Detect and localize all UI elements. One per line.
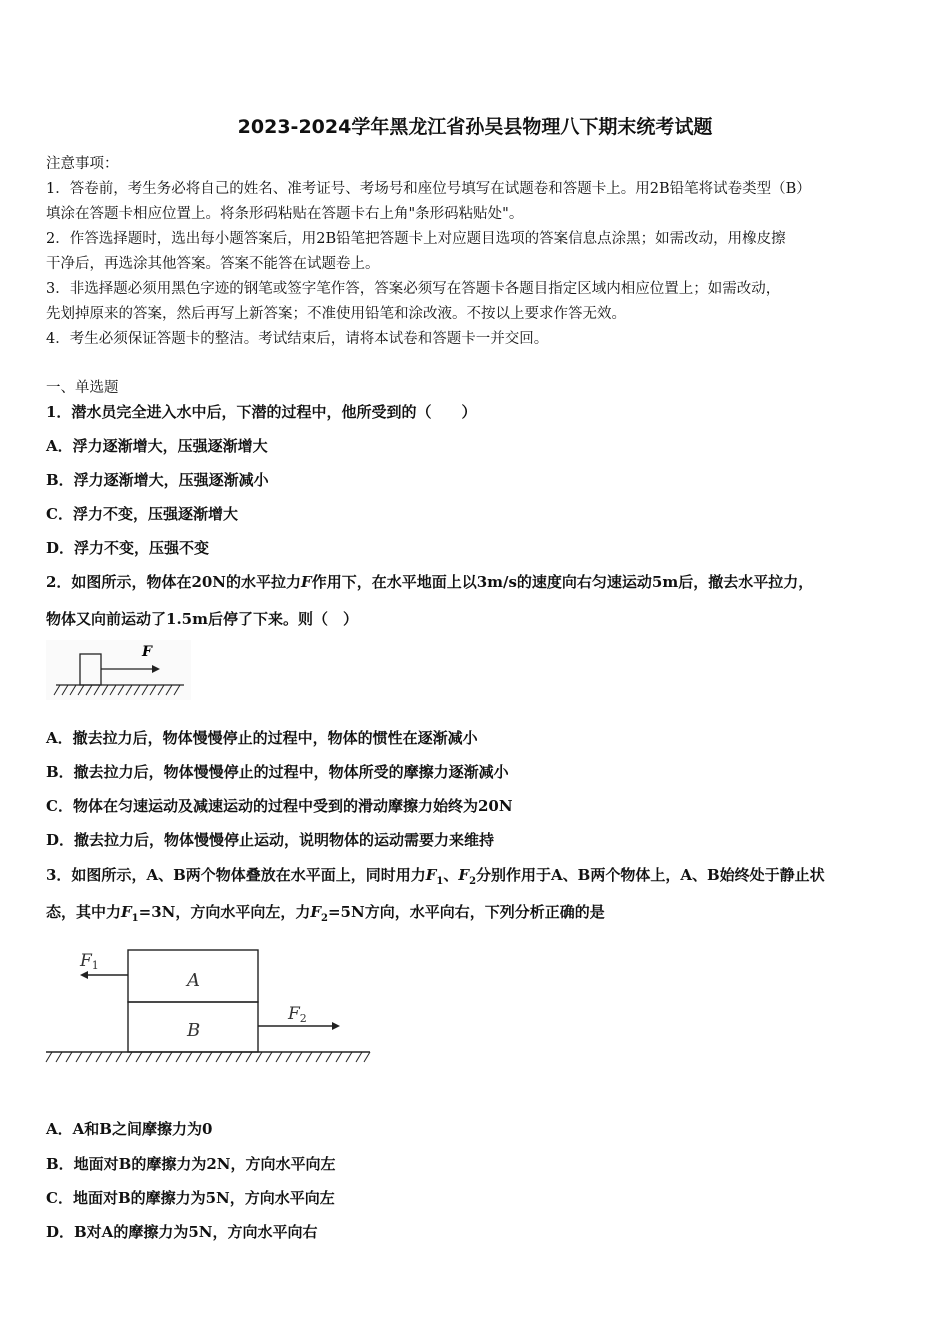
q2-force-diagram xyxy=(46,640,191,700)
force-label: F xyxy=(142,644,152,660)
q2-option-b: B．撤去拉力后，物体慢慢停止的过程中，物体所受的摩擦力逐渐减小 xyxy=(46,763,509,781)
q1-option-b: B．浮力逐渐增大，压强逐渐减小 xyxy=(46,471,269,489)
section-heading: 一、单选题 xyxy=(46,380,119,396)
q3-option-a: A．A和B之间摩擦力为0 xyxy=(46,1120,213,1138)
force-f2-arrowhead xyxy=(332,1022,340,1030)
notice-line: 干净后，再选涂其他答案。答案不能答在试题卷上。 xyxy=(46,256,380,272)
q1-option-c: C．浮力不变，压强逐渐增大 xyxy=(46,505,238,523)
q3-stacked-blocks-diagram xyxy=(44,944,374,1069)
notice-line: 填涂在答题卡相应位置上。将条形码粘贴在答题卡右上角"条形码粘贴处"。 xyxy=(46,206,524,222)
block-a-label: A xyxy=(187,970,200,991)
notice-line: 3．非选择题必须用黑色字迹的钢笔或签字笔作答，答案必须写在答题卡各题目指定区域内相应位置上；如需改动， xyxy=(46,281,781,297)
q2-option-d: D．撤去拉力后，物体慢慢停止运动，说明物体的运动需要力来维持 xyxy=(46,831,495,849)
q1-option-a: A．浮力逐渐增大，压强逐渐增大 xyxy=(46,437,268,455)
question-3-stem: 3．如图所示，A、B两个物体叠放在水平面上，同时用力$F_1$、$F_2$分别作用于A、B两个物体上，A、B始终处于静止状 xyxy=(46,866,825,887)
notice-line: 4．考生必须保证答题卡的整洁。考试结束后，请将本试卷和答题卡一并交回。 xyxy=(46,331,549,347)
notice-line: 先划掉原来的答案，然后再写上新答案；不准使用铅笔和涂改液。不按以上要求作答无效。 xyxy=(46,306,626,322)
q1-option-d: D．浮力不变，压强不变 xyxy=(46,539,210,557)
force-f1-arrowhead xyxy=(80,971,88,979)
page-title: 2023-2024学年黑龙江省孙吴县物理八下期末统考试题 xyxy=(237,116,713,138)
question-2-stem: 2．如图所示，物体在20N的水平拉力F作用下，在水平地面上以3m/s的速度向右匀速运动5m后，撤去水平拉力， xyxy=(46,573,814,591)
q3-option-b: B．地面对B的摩擦力为2N，方向水平向左 xyxy=(46,1155,336,1173)
q3-option-c: C．地面对B的摩擦力为5N，方向水平向左 xyxy=(46,1189,335,1207)
question-2-stem-line2: 物体又向前运动了1.5m后停了下来。则（ ） xyxy=(46,610,358,628)
notice-line: 1．答卷前，考生务必将自己的姓名、准考证号、考场号和座位号填写在试题卷和答题卡上。用2B铅笔将试卷类型（B） xyxy=(46,181,811,197)
force-f1-label: F1 xyxy=(80,951,99,972)
notice-line: 2．作答选择题时，选出每小题答案后，用2B铅笔把答题卡上对应题目选项的答案信息点涂黑；如需改动，用橡皮擦 xyxy=(46,231,786,247)
block-b-label: B xyxy=(187,1020,201,1041)
q2-option-a: A．撤去拉力后，物体慢慢停止的过程中，物体的惯性在逐渐减小 xyxy=(46,729,478,747)
question-3-stem-line2: 态，其中力$F_1=3N$，方向水平向左，力$F_2=5N$方向，水平向右，下列分析正确的是 xyxy=(46,903,605,924)
notice-heading: 注意事项： xyxy=(46,156,119,172)
ground-hatching xyxy=(46,1052,370,1062)
q2-option-c: C．物体在匀速运动及减速运动的过程中受到的滑动摩擦力始终为20N xyxy=(46,797,513,815)
q3-option-d: D．B对A的摩擦力为5N，方向水平向右 xyxy=(46,1223,318,1241)
figure-background xyxy=(46,640,191,700)
question-1-stem: 1．潜水员完全进入水中后，下潜的过程中，他所受到的（ ） xyxy=(46,403,477,421)
force-f2-label: F2 xyxy=(288,1004,307,1025)
